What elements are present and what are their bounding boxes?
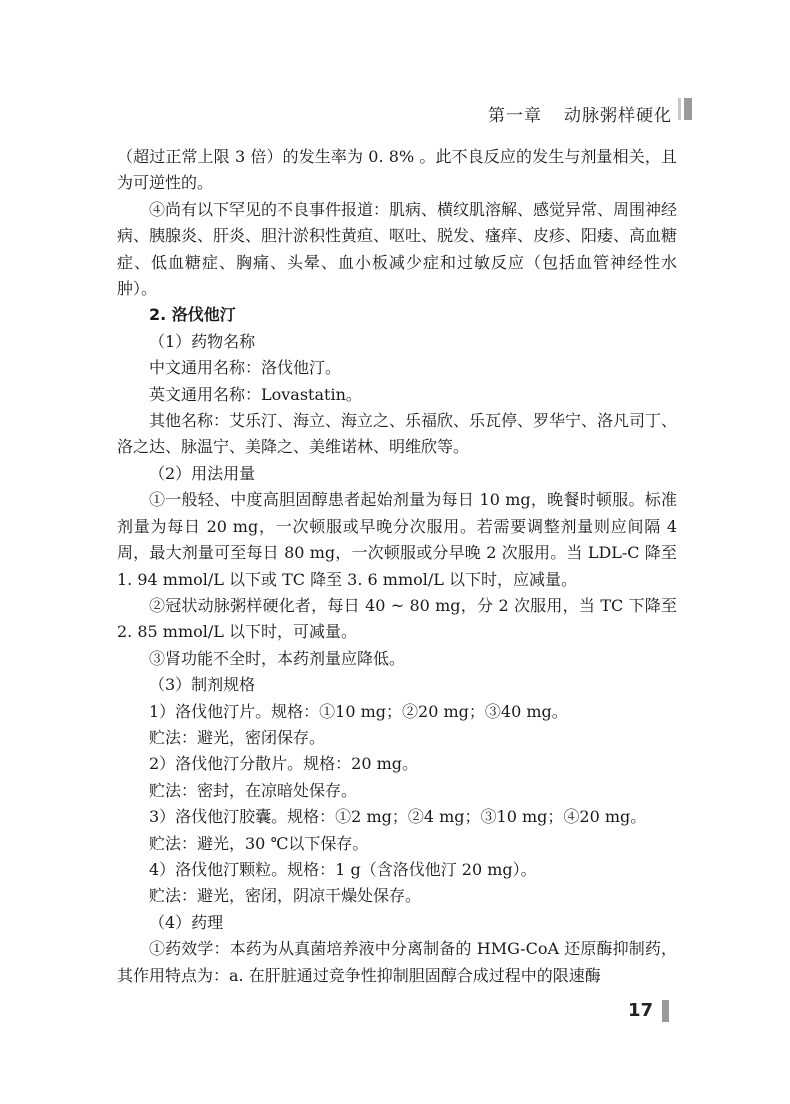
page-number: 17: [628, 1000, 654, 1021]
paragraph: 3）洛伐他汀胶囊。规格：①2 mg；②4 mg；③10 mg；④20 mg。: [149, 807, 647, 827]
paragraph: 中文通用名称：洛伐他汀。: [149, 358, 342, 378]
page-body: [117, 144, 677, 989]
paragraph: ①药效学：本药为从真菌培养液中分离制备的 HMG-CoA 还原酶抑制药，其作用特点为：a. 在肝脏通过竞争性抑制胆固醇合成过程中的限速酶: [117, 939, 677, 985]
header-bar-ornament: [678, 98, 692, 120]
subsection-heading: （3）制剂规格: [149, 675, 256, 695]
subsection-heading: （2）用法用量: [149, 463, 256, 483]
paragraph: 英文通用名称：Lovastatin。: [149, 384, 362, 404]
paragraph: 4）洛伐他汀颗粒。规格：1 g（含洛伐他汀 20 mg）。: [149, 859, 537, 879]
paragraph: ①一般轻、中度高胆固醇患者起始剂量为每日 10 mg，晚餐时顿服。标准剂量为每日 20 mg，一次顿服或早晚分次服用。若需要调整剂量则应间隔 4 周，最大剂量可至每日 80 mg，一次顿服或分早晚 2 次服用。当 LDL-C 降至 1. 94 mmol/L 以下或 TC 降至 3. 6 mmol/L 以下时，应减量。: [117, 490, 677, 589]
paragraph: ④尚有以下罕见的不良事件报道：肌病、横纹肌溶解、感觉异常、周围神经病、胰腺炎、肝炎、胆汁淤积性黄疸、呕吐、脱发、瘙痒、皮疹、阳痿、高血糖症、低血糖症、胸痛、头晕、血小板减少症和过敏反应（包括血管神经性水肿）。: [117, 199, 678, 299]
running-header: [488, 101, 672, 126]
paragraph: 1）洛伐他汀片。规格：①10 mg；②20 mg；③40 mg。: [149, 701, 568, 721]
paragraph: 其他名称：艾乐汀、海立、海立之、乐福欣、乐瓦停、罗华宁、洛凡司丁、洛之达、脉温宁、美降之、美维诺林、明维欣等。: [117, 411, 678, 457]
paragraph: 贮法：避光，30 ℃以下保存。: [149, 833, 369, 853]
paragraph: 贮法：避光，密闭，阴凉干燥处保存。: [149, 886, 422, 906]
chapter-title: 动脉粥样硬化: [564, 106, 672, 126]
paragraph: （超过正常上限 3 倍）的发生率为 0. 8% 。此不良反应的发生与剂量相关，且为可逆性的。: [117, 147, 677, 193]
paragraph: 贮法：避光，密闭保存。: [149, 727, 326, 747]
chapter-label: 第一章: [488, 106, 542, 126]
subsection-heading: （1）药物名称: [149, 331, 256, 351]
paragraph: ③肾功能不全时，本药剂量应降低。: [149, 648, 406, 668]
subsection-heading: （4）药理: [149, 912, 224, 932]
footer-bar-ornament: [662, 1000, 669, 1022]
paragraph: ②冠状动脉粥样硬化者，每日 40 ~ 80 mg，分 2 次服用，当 TC 下降至 2. 85 mmol/L 以下时，可减量。: [117, 595, 677, 642]
paragraph: 贮法：密封，在凉暗处保存。: [149, 780, 358, 800]
paragraph: 2）洛伐他汀分散片。规格：20 mg。: [149, 754, 419, 774]
section-heading: 2. 洛伐他汀: [149, 305, 236, 325]
